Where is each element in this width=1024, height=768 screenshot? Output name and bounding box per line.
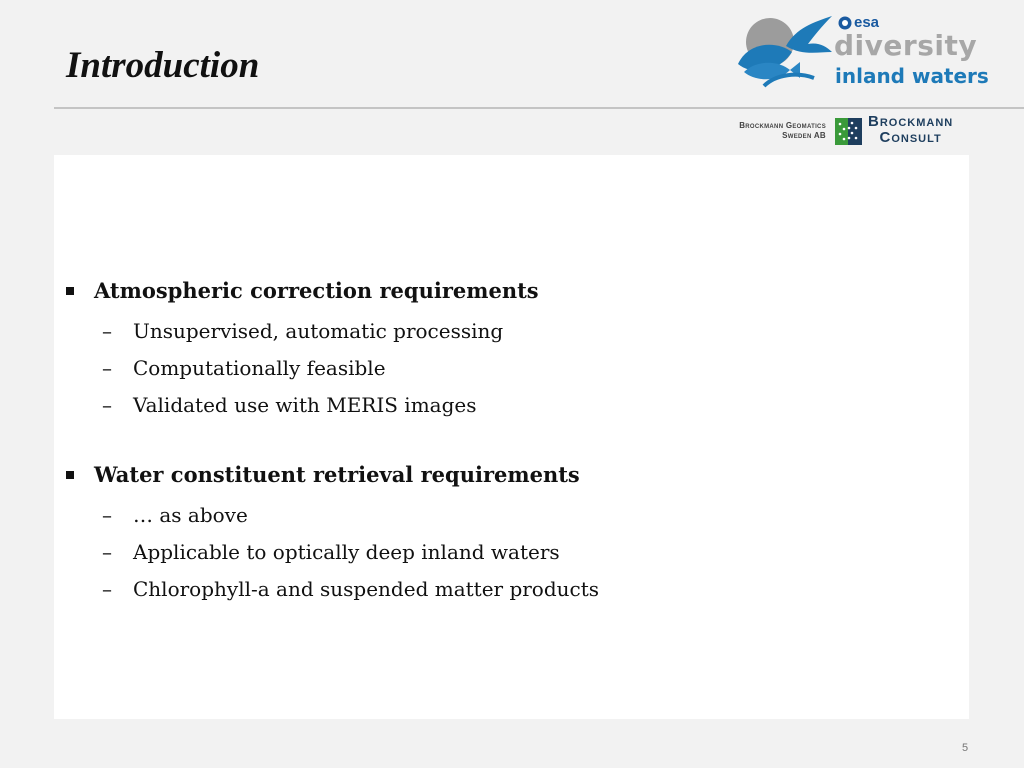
- esa-logo-icon: [838, 16, 852, 30]
- sub-bullet-text: Applicable to optically deep inland waters: [133, 540, 560, 564]
- sub-bullet-text: Unsupervised, automatic processing: [133, 319, 504, 343]
- sub-bullet-item: [94, 497, 599, 534]
- sub-bullet-item: [94, 313, 599, 350]
- brockmann-consult-icon: [835, 118, 862, 145]
- sub-bullet-list: [94, 313, 599, 424]
- dash-icon: –: [102, 393, 112, 417]
- title-divider: [54, 107, 1024, 109]
- fish-bird-icon: [736, 12, 836, 92]
- sub-bullet-item: [94, 350, 599, 387]
- bullet-item: [66, 460, 599, 608]
- dash-icon: –: [102, 319, 112, 343]
- square-bullet-icon: [66, 287, 74, 295]
- dash-icon: –: [102, 503, 112, 527]
- sub-bullet-text: Chlorophyll-a and suspended matter products: [133, 577, 600, 601]
- bullet-item: [66, 276, 599, 424]
- brockmann-geomatics-logo: [700, 121, 826, 141]
- sub-bullet-item: [94, 571, 599, 608]
- square-bullet-icon: [66, 471, 74, 479]
- brockmann-consult-line1: Brockmann: [868, 113, 954, 130]
- sub-bullet-text: Computationally feasible: [133, 356, 386, 380]
- sub-bullet-item: [94, 387, 599, 424]
- sub-bullet-item: [94, 534, 599, 571]
- brockmann-consult-logo: [868, 114, 953, 146]
- bullet-heading: Atmospheric correction requirements: [94, 278, 539, 303]
- brockmann-geomatics-line1: Brockmann Geomatics: [739, 121, 826, 130]
- slide-title: Introduction: [66, 45, 260, 86]
- inland-waters-text: inland waters: [835, 64, 989, 88]
- sub-bullet-text: … as above: [133, 503, 248, 527]
- dash-icon: –: [102, 356, 112, 380]
- diversity-text: diversity: [834, 29, 978, 62]
- brockmann-consult-line2: Consult: [879, 129, 942, 146]
- dash-icon: –: [102, 540, 112, 564]
- sub-bullet-list: [94, 497, 599, 608]
- page-number: 5: [962, 742, 969, 754]
- brockmann-geomatics-line2: Sweden AB: [782, 131, 826, 140]
- sub-bullet-text: Validated use with MERIS images: [133, 393, 477, 417]
- bullet-list: [66, 276, 599, 608]
- bullet-spacer: [66, 424, 599, 460]
- bullet-heading: Water constituent retrieval requirements: [94, 462, 580, 487]
- esa-text: esa: [854, 14, 880, 31]
- dash-icon: –: [102, 577, 112, 601]
